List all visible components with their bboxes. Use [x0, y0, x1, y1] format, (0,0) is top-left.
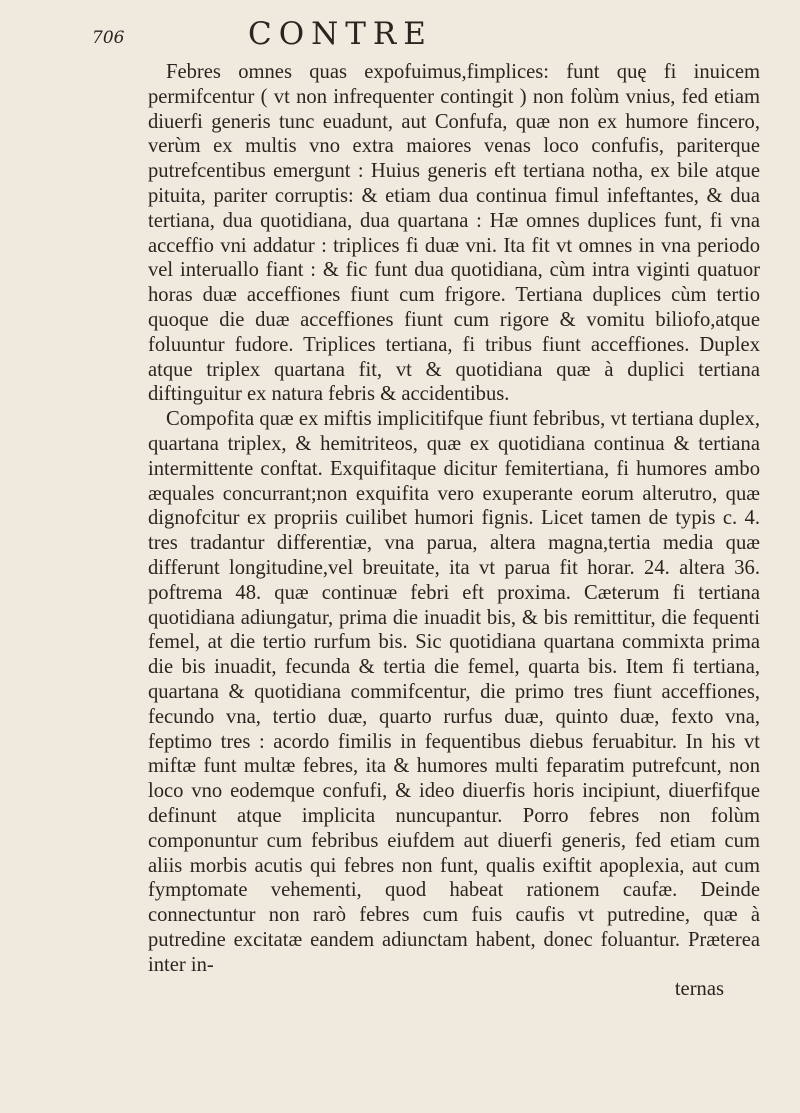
paragraph: Compofita quæ ex miftis implicitifque fiunt febribus, vt tertiana duplex, quartana triplex, & hemitriteos, quæ ex quotidiana continua & tertiana intermittente conftat. Exquifitaque dicitur femitertiana, fi humores ambo æquales concurrant;non exquifita vero exuperante eorum alterutro, quæ dignofcitur ex propriis cuilibet humori fignis. Licet tamen de typis c. 4. tres tradantur differentiæ, vna parua, altera magna,tertia media quæ differunt longitudine,vel breuitate, ita vt parua fit horar. 24. altera 36. poftrema 48. quæ continuæ febri eft proxima. Cæterum fi tertiana quotidiana adiungatur, prima die inuadit bis, & bis remittitur, die fequenti femel, at die tertio rurfum bis. Sic quotidiana quartana commixta prima die bis inuadit, fecunda & tertia die femel, quarta bis. Item fi tertiana, quartana & quotidiana commifcentur, die primo tres fiunt acceffiones, fecundo vna, tertio duæ, quarto rurfus duæ, quinto duæ, fexto vna, feptimo tres : acordo fimilis in fequentibus diebus feruabitur. In his vt miftæ funt multæ febres, ita & humores multi feparatim putrefcunt, non loco vno eodemque confufi, & ideo diuerfis horis incipiunt, diuerfifque definunt atque implicita nuncupantur. Porro febres non folùm componuntur cum febribus eiufdem aut diuerfi generis, fed etiam cum aliis morbis acutis qui febres non funt, qualis exiftit apoplexia, aut cum fymptomate vehementi, quod habeat rationem caufæ. Deinde connectuntur non rarò febres cum fuis caufis vt putredine, quæ à putredine excitatæ eandem adiunctam habent, donec foluantur. Præterea inter in-	[148, 408, 760, 976]
body-text	[148, 60, 760, 1002]
page-header	[92, 12, 760, 60]
page-number: 706	[92, 28, 125, 48]
paragraph: Febres omnes quas expofuimus,fimplices: funt quę fi inuicem permifcentur ( vt non infrequenter contingit ) non folùm vnius, fed etiam diuerfi generis tunc euadunt, aut Confufa, quæ non ex humore fincero, verùm ex multis vno extra maiores venas loco confufis, pariterque putrefcentibus emergunt : Huius generis eft tertiana notha, ex bile atque pituita, pariter corruptis: & etiam dua continua fimul infeftantes, & dua tertiana, dua quotidiana, dua quartana : Hæ omnes duplices funt, fi vna acceffio vni addatur : triplices fi duæ vni. Ita fit vt omnes in vna periodo vel interuallo fiant : & fic funt dua quotidiana, cùm intra viginti quatuor horas duæ acceffiones fiunt cum frigore. Tertiana duplices cùm tertio quoque die duæ acceffiones fiunt cum rigore & vomitu biliofo,atque foluuntur fudore. Triplices tertiana, fi tribus fiunt acceffiones. Duplex atque triplex quartana fit, vt & quotidiana quæ à duplici tertiana diftinguitur ex natura febris & accidentibus.	[148, 61, 760, 406]
catchword: ternas	[674, 978, 724, 1001]
running-title: CONTRE	[248, 16, 433, 52]
